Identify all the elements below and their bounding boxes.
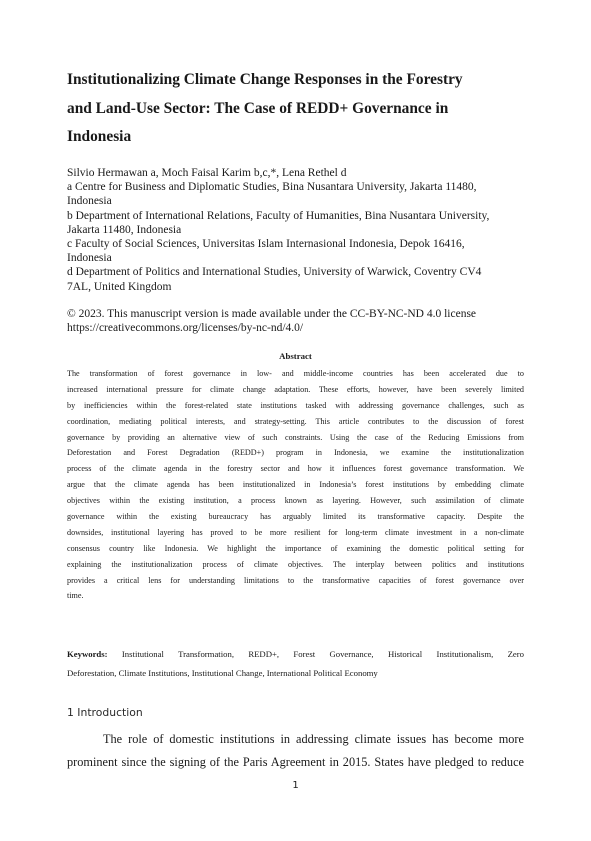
affiliation-line: d Department of Politics and International Studies, University of Warwick, Coventry CV4 xyxy=(67,266,482,279)
abstract-line: governance within the existing bureaucracy has arguably limited its transformative capacity. Despite the xyxy=(67,512,524,522)
title-line: and Land-Use Sector: The Case of REDD+ Governance in xyxy=(67,99,449,117)
abstract-line: objectives within the existing institution, a process known as layering. However, such assimilation of climate xyxy=(67,496,524,506)
abstract-line: argue that the climate agenda has been institutionalized in Indonesia’s forest institutions by embedding climate xyxy=(67,480,524,490)
page-number: 1 xyxy=(292,780,299,791)
paragraph-line: The role of domestic institutions in addressing climate issues has become more xyxy=(103,732,524,746)
author-block xyxy=(67,166,537,294)
abstract-line: increased international pressure for climate change adaptation. These efforts, however, have been severely limited xyxy=(67,384,524,394)
abstract-line: provides a critical lens for understanding limitations to the transformative capacities of forest governance over xyxy=(67,575,524,585)
affiliation-line: 7AL, United Kingdom xyxy=(67,280,172,293)
keywords-label: Keywords: xyxy=(67,649,108,659)
affiliation-line: c Faculty of Social Sciences, Universitas Islam Internasional Indonesia, Depok 16416, xyxy=(67,238,465,251)
abstract-line: The transformation of forest governance in low- and middle-income countries has been accelerated due to xyxy=(67,369,524,378)
abstract-line: Deforestation and Forest Degradation (REDD+) program in Indonesia, we examine the institutionalization xyxy=(67,448,524,458)
abstract-line: coordination, mediating political interests, and strategy-setting. This article contributes to the discussion of forest xyxy=(67,416,524,426)
keywords-text: Institutional Transformation, REDD+, Forest Governance, Historical Institutionalism, Zero xyxy=(121,649,524,659)
affiliation-line: Indonesia xyxy=(67,252,112,265)
keywords-line: Deforestation, Climate Institutions, Institutional Change, International Political Economy xyxy=(67,667,378,678)
abstract-line: by inefficiencies within the forest-related state institutions tasked with addressing governance challenges, such as xyxy=(67,400,524,410)
title-line: Indonesia xyxy=(67,128,132,145)
abstract-line: downsides, institutional layering has proved to be more resilient for long-term climate investment in a non-climate xyxy=(67,527,524,537)
paragraph-line: prominent since the signing of the Paris Agreement in 2015. States have pledged to reduce xyxy=(67,754,524,769)
abstract-line: process of the climate agenda in the forestry sector and how it influences forest governance transformation. We xyxy=(67,464,524,474)
author-names: Silvio Hermawan a, Moch Faisal Karim b,c,*, Lena Rethel d xyxy=(67,167,347,179)
abstract-heading: Abstract xyxy=(279,351,312,361)
paper-title xyxy=(67,66,537,152)
affiliation-line: a Centre for Business and Diplomatic Studies, Bina Nusantara University, Jakarta 11480, xyxy=(67,181,477,194)
affiliation-line: Indonesia xyxy=(67,195,112,208)
copyright-text: © 2023. This manuscript version is made available under the CC-BY-NC-ND 4.0 license xyxy=(67,308,477,320)
abstract-line: time. xyxy=(67,591,84,601)
affiliation-line: Jakarta 11480, Indonesia xyxy=(67,223,182,236)
license-url: https://creativecommons.org/licenses/by-nc-nd/4.0/ xyxy=(67,322,304,335)
abstract-line: consensus country like Indonesia. We highlight the importance of examining the domestic political setting for xyxy=(67,543,524,553)
keywords-block xyxy=(67,645,524,682)
abstract-line: explaining the institutionalization process of climate objectives. The interplay between politics and institutions xyxy=(67,559,524,569)
introduction-paragraph xyxy=(67,728,524,773)
abstract-body xyxy=(67,366,524,604)
keywords-line xyxy=(67,645,524,664)
section-heading: 1 Introduction xyxy=(67,706,143,719)
copyright-notice xyxy=(67,307,537,335)
abstract-line: governance by providing an alternative view of such constraints. Using the case of the Reducing Emissions from xyxy=(67,432,524,442)
title-line: Institutionalizing Climate Change Responses in the Forestry xyxy=(67,71,463,88)
affiliation-line: b Department of International Relations, Faculty of Humanities, Bina Nusantara University, xyxy=(67,209,490,222)
